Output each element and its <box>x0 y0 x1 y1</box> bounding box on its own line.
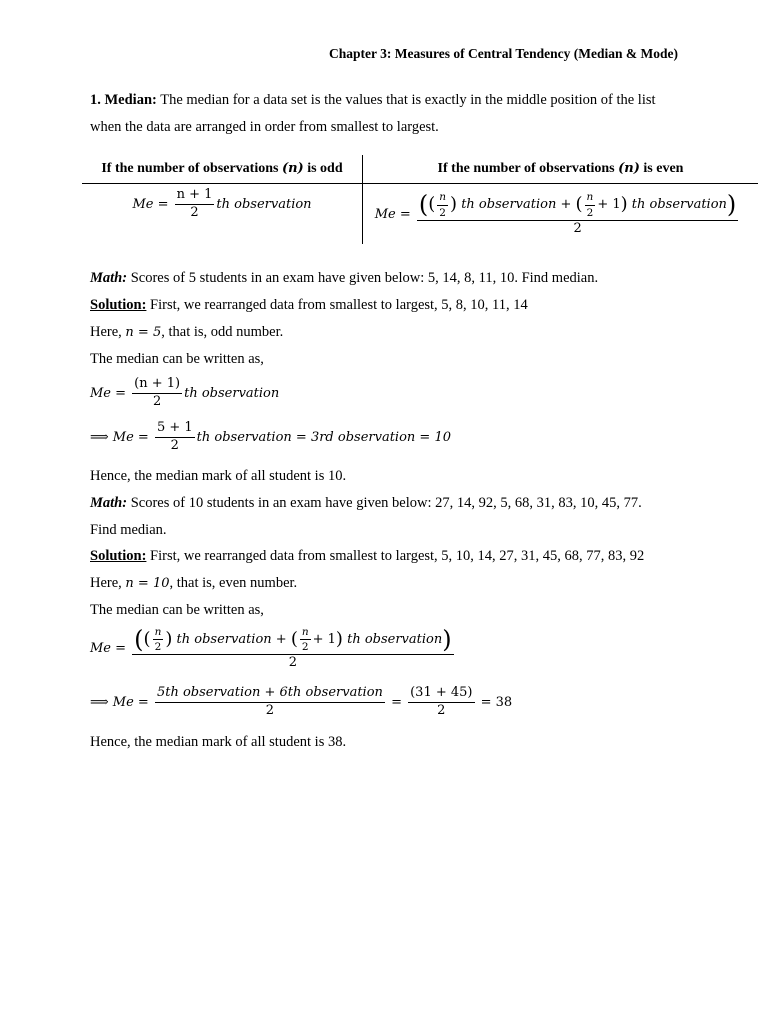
median-formula-table <box>82 155 758 244</box>
example1-written: The median can be written as, <box>90 351 264 367</box>
odd-header: If the number of observations (n) is odd <box>82 155 363 184</box>
example2-formula: Me = (( $\frac{n}{2}$ ) th observation + ( $\frac{n}{2}$ + 1) th observation) 2 <box>90 625 452 671</box>
median-definition-line2: when the data are arranged in order from smallest to largest. <box>90 119 439 135</box>
median-definition-line1 <box>90 92 656 109</box>
median-definition-text: The median for a data set is the values that is exactly in the middle position of the list <box>156 92 656 108</box>
example1-solution: Solution: First, we rearranged data from smallest to largest, 5, 8, 10, 11, 14 <box>90 297 528 313</box>
chapter-header: Chapter 3: Measures of Central Tendency (Median & Mode) <box>329 46 678 61</box>
example2-problem-cont: Find median. <box>90 522 167 538</box>
example1-formula: Me = $\frac{(n + 1)}{2}$ th observation <box>90 376 280 409</box>
odd-formula: Me = $\frac{n + 1}{2}$ th observation <box>82 184 363 245</box>
even-formula: Me = (( $\frac{n}{2}$ ) th observation + ( $\frac{n}{2}$ + 1) th observation) 2 <box>374 191 737 236</box>
example1-conclusion: Hence, the median mark of all student is 10. <box>90 468 347 484</box>
example1-n-statement: Here, n = 5, that is, odd number. <box>90 324 284 340</box>
example2-n-statement: Here, n = 10, that is, even number. <box>90 575 298 591</box>
example2-problem: Math: Scores of 10 students in an exam have given below: 27, 14, 92, 5, 68, 31, 83, 10, 45, 77. <box>90 495 642 511</box>
median-label: 1. Median: <box>90 92 157 108</box>
example2-solution: Solution: First, we rearranged data from smallest to largest, 5, 10, 14, 27, 31, 45, 68, 77, 83, 92 <box>90 548 645 564</box>
example2-conclusion: Hence, the median mark of all student is 38. <box>90 734 347 750</box>
example2-written: The median can be written as, <box>90 602 264 618</box>
even-header: If the number of observations (n) is even <box>363 155 759 184</box>
example2-computation: ⟹ Me = $\frac{\text{5th observation + 6th observation}}{2}$ = $\frac{(31 + 45)}{2}$ = 38 <box>90 685 513 718</box>
example1-computation: ⟹ Me = $\frac{5 + 1}{2}$ th observation = 3rd observation = 10 <box>90 420 451 453</box>
example1-problem: Math: Scores of 5 students in an exam have given below: 5, 14, 8, 11, 10. Find median. <box>90 270 599 286</box>
